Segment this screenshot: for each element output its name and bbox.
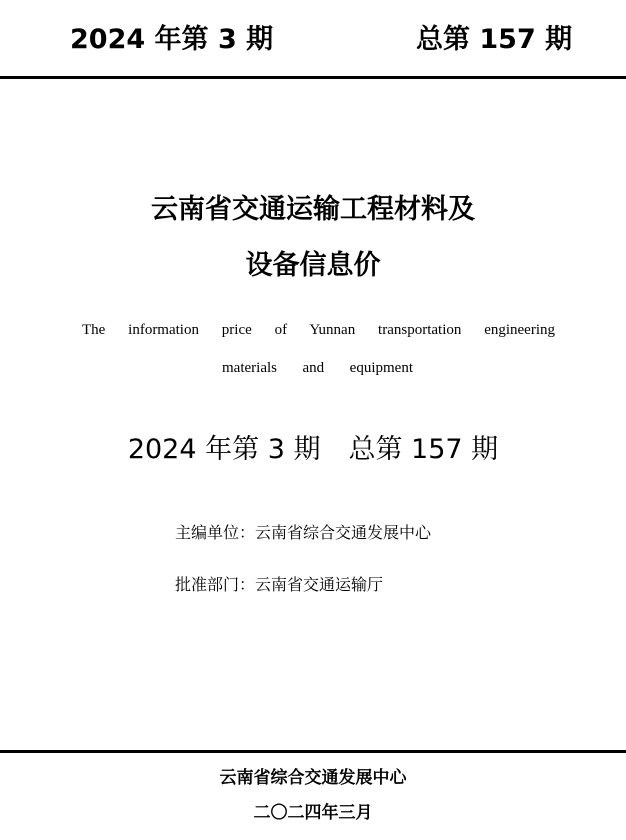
footer-date: 二〇二四年三月 xyxy=(253,803,373,823)
editor-value: 云南省综合交通发展中心 xyxy=(255,523,432,542)
approver-label: 批准部门： xyxy=(175,575,256,594)
approver-row xyxy=(175,573,383,597)
footer-organization: 云南省综合交通发展中心 xyxy=(219,768,407,788)
document-title-line-1: 云南省交通运输工程材料及 xyxy=(151,194,475,225)
editor-row xyxy=(175,521,431,545)
approver-value: 云南省交通运输厅 xyxy=(255,575,384,594)
header-total-issue: 总第 157 期 xyxy=(416,24,573,55)
english-title-line-1: The information price of Yunnan transportation engineering xyxy=(82,322,555,338)
header-divider xyxy=(0,76,626,79)
header-issue: 2024 年第 3 期 xyxy=(70,24,274,55)
footer-divider xyxy=(0,750,626,753)
english-title-line-2: materials and equipment xyxy=(222,360,413,376)
editor-label: 主编单位： xyxy=(175,523,256,542)
issue-line xyxy=(0,430,626,470)
total-issue-number: 总第 157 期 xyxy=(348,434,499,465)
issue-number: 2024 年第 3 期 xyxy=(127,434,321,465)
cover-header xyxy=(0,0,626,80)
document-title-line-2: 设备信息价 xyxy=(245,250,381,281)
